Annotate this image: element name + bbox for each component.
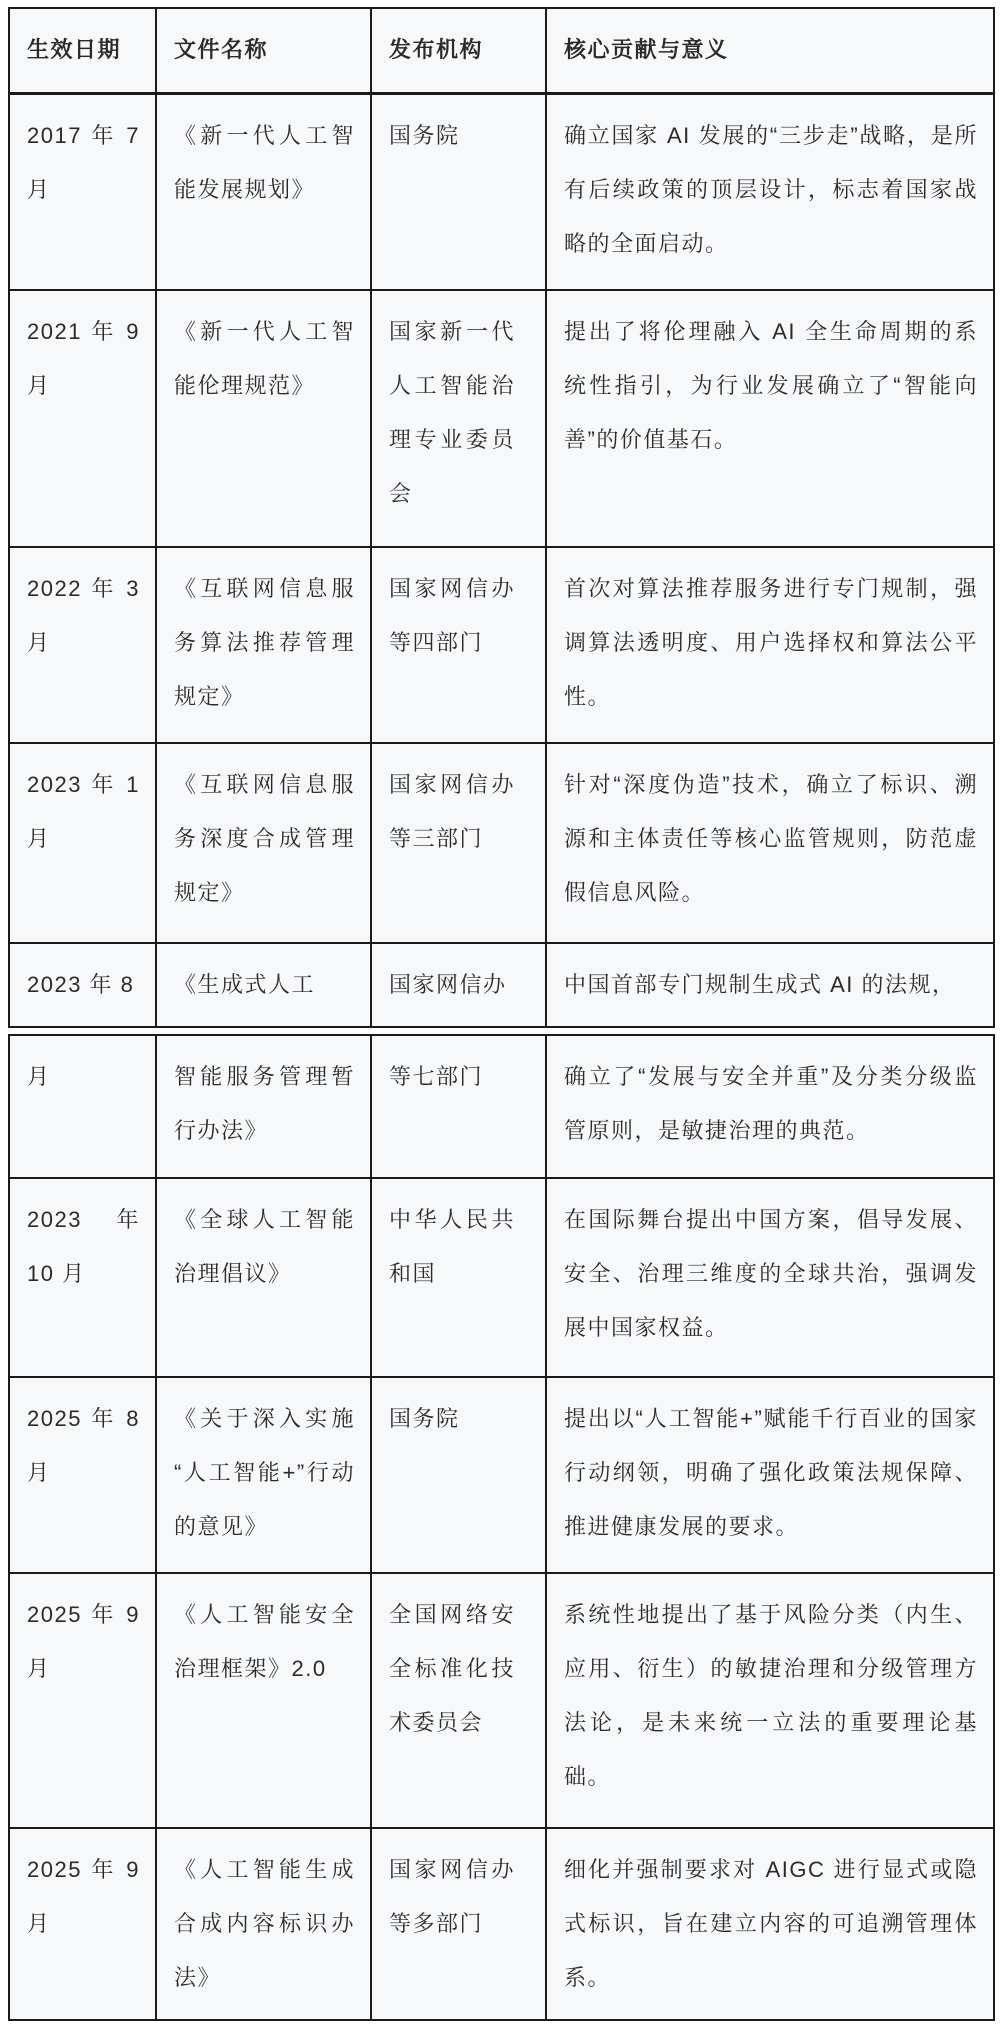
column-header-issuing-agency: 发布机构 bbox=[371, 8, 546, 93]
cell-effective-date: 2025 年 8 月 bbox=[9, 1377, 156, 1573]
cell-document-name: 《全球人工智能治理倡议》 bbox=[156, 1178, 371, 1377]
cell-contribution: 中国首部专门规制生成式 AI 的法规， bbox=[546, 943, 994, 1027]
cell-issuing-agency: 国务院 bbox=[371, 1377, 546, 1573]
cell-document-name: 《新一代人工智能伦理规范》 bbox=[156, 290, 371, 547]
cell-document-name: 《互联网信息服务算法推荐管理规定》 bbox=[156, 547, 371, 743]
cell-contribution: 提出以“人工智能+”赋能千行百业的国家行动纲领，明确了强化政策法规保障、推进健康发展的要求。 bbox=[546, 1377, 994, 1573]
table-row bbox=[9, 1828, 994, 2020]
cell-document-name: 《人工智能安全治理框架》2.0 bbox=[156, 1573, 371, 1828]
cell-contribution: 针对“深度伪造”技术，确立了标识、溯源和主体责任等核心监管规则，防范虚假信息风险。 bbox=[546, 743, 994, 943]
cell-issuing-agency: 中华人民共和国 bbox=[371, 1178, 546, 1377]
cell-contribution: 确立了“发展与安全并重”及分类分级监管原则，是敏捷治理的典范。 bbox=[546, 1035, 994, 1178]
cell-document-name: 《互联网信息服务深度合成管理规定》 bbox=[156, 743, 371, 943]
table-row bbox=[9, 1573, 994, 1828]
cell-document-name: 《新一代人工智能发展规划》 bbox=[156, 93, 371, 290]
cell-issuing-agency: 等七部门 bbox=[371, 1035, 546, 1178]
cell-contribution: 系统性地提出了基于风险分类（内生、应用、衍生）的敏捷治理和分级管理方法论，是未来统一立法的重要理论基础。 bbox=[546, 1573, 994, 1828]
cell-issuing-agency: 国家网信办等四部门 bbox=[371, 547, 546, 743]
cell-effective-date: 2025 年 9 月 bbox=[9, 1573, 156, 1828]
column-header-core-contribution: 核心贡献与意义 bbox=[546, 8, 994, 93]
cell-document-name: 《关于深入实施“人工智能+”行动的意见》 bbox=[156, 1377, 371, 1573]
table-row bbox=[9, 93, 994, 290]
cell-issuing-agency: 国家网信办等三部门 bbox=[371, 743, 546, 943]
cell-effective-date: 2022 年 3 月 bbox=[9, 547, 156, 743]
cell-contribution: 确立国家 AI 发展的“三步走”战略，是所有后续政策的顶层设计，标志着国家战略的全面启动。 bbox=[546, 93, 994, 290]
cell-issuing-agency: 全国网络安全标准化技术委员会 bbox=[371, 1573, 546, 1828]
cell-contribution: 提出了将伦理融入 AI 全生命周期的系统性指引，为行业发展确立了“智能向善”的价值基石。 bbox=[546, 290, 994, 547]
cell-effective-date: 2023 年 8 bbox=[9, 943, 156, 1027]
cell-effective-date: 2023 年 10 月 bbox=[9, 1178, 156, 1377]
policy-table-part-2 bbox=[8, 1034, 995, 2021]
table-row bbox=[9, 743, 994, 943]
cell-effective-date: 2025 年 9 月 bbox=[9, 1828, 156, 2020]
cell-document-name: 《人工智能生成合成内容标识办法》 bbox=[156, 1828, 371, 2020]
cell-issuing-agency: 国家新一代人工智能治理专业委员会 bbox=[371, 290, 546, 547]
cell-contribution: 在国际舞台提出中国方案，倡导发展、安全、治理三维度的全球共治，强调发展中国家权益。 bbox=[546, 1178, 994, 1377]
cell-issuing-agency: 国家网信办 bbox=[371, 943, 546, 1027]
cell-effective-date: 2023 年 1 月 bbox=[9, 743, 156, 943]
column-header-document-name: 文件名称 bbox=[156, 8, 371, 93]
cell-document-name: 智能服务管理暂行办法》 bbox=[156, 1035, 371, 1178]
table-row-split-bottom bbox=[9, 1035, 994, 1178]
cell-effective-date: 月 bbox=[9, 1035, 156, 1178]
cell-contribution: 首次对算法推荐服务进行专门规制，强调算法透明度、用户选择权和算法公平性。 bbox=[546, 547, 994, 743]
cell-issuing-agency: 国家网信办等多部门 bbox=[371, 1828, 546, 2020]
cell-contribution: 细化并强制要求对 AIGC 进行显式或隐式标识，旨在建立内容的可追溯管理体系。 bbox=[546, 1828, 994, 2020]
cell-issuing-agency: 国务院 bbox=[371, 93, 546, 290]
column-header-effective-date: 生效日期 bbox=[9, 8, 156, 93]
table-row bbox=[9, 1377, 994, 1573]
table-row bbox=[9, 1178, 994, 1377]
policy-table-part-1 bbox=[8, 7, 995, 1028]
table-row bbox=[9, 290, 994, 547]
cell-document-name: 《生成式人工 bbox=[156, 943, 371, 1027]
table-row bbox=[9, 547, 994, 743]
header-row bbox=[9, 8, 994, 93]
cell-effective-date: 2017 年 7 月 bbox=[9, 93, 156, 290]
table-row-split-top bbox=[9, 943, 994, 1027]
cell-effective-date: 2021 年 9 月 bbox=[9, 290, 156, 547]
